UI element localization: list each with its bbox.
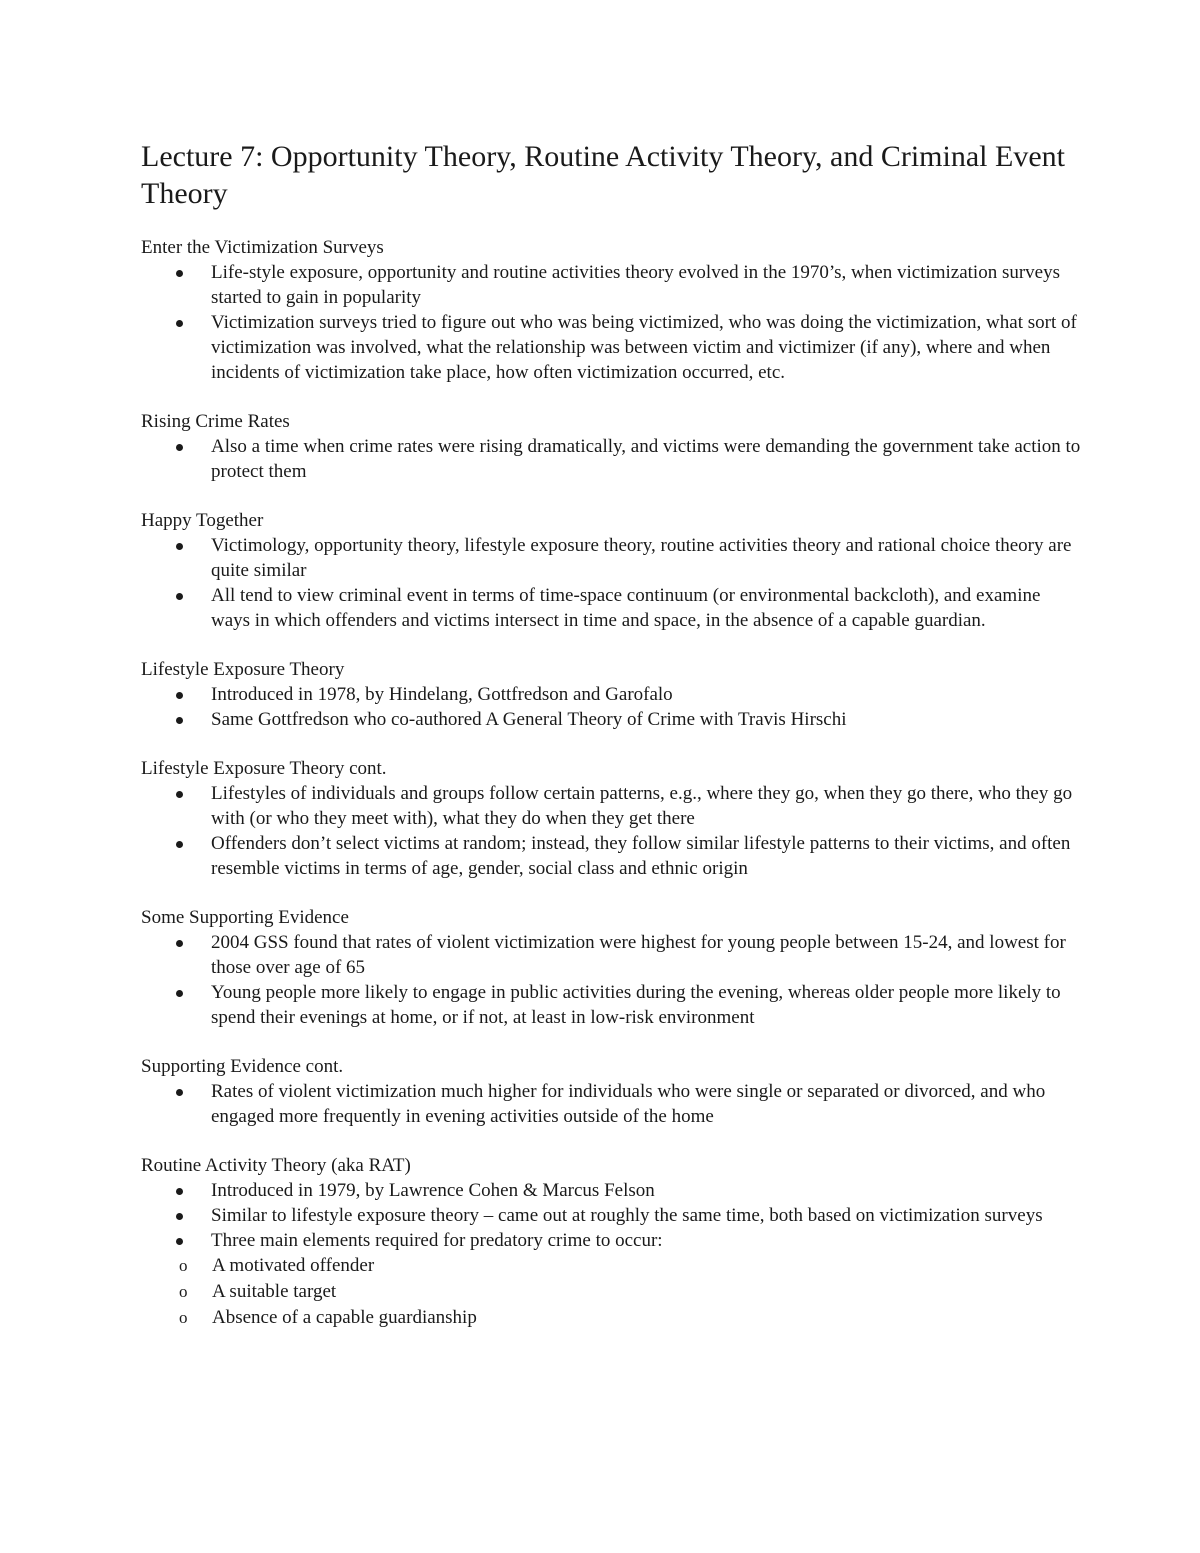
bullet-icon <box>176 990 183 997</box>
list-item-text: Victimization surveys tried to figure out who was being victimized, who was doing the victimization, what sort of victimization was involved, what the relationship was between victim and victimizer (if any), where and when incidents of victimization take place, how often victimization occurred, etc. <box>211 312 1077 383</box>
bullet-icon <box>176 1213 183 1220</box>
list-item <box>141 260 1081 310</box>
circle-bullet-icon: o <box>179 1282 188 1301</box>
bullet-list <box>141 682 1081 732</box>
section-heading: Supporting Evidence cont. <box>141 1056 344 1077</box>
section-heading: Lifestyle Exposure Theory cont. <box>141 758 387 779</box>
list-item-text: Lifestyles of individuals and groups follow certain patterns, e.g., where they go, when they go there, who they go with (or who they meet with), what they do when they get there <box>211 783 1073 829</box>
list-item <box>141 1228 1081 1253</box>
circle-bullet-icon: o <box>179 1308 188 1327</box>
bullet-list <box>141 1079 1081 1129</box>
list-item-text: Young people more likely to engage in public activities during the evening, whereas older people more likely to spend their evenings at home, or if not, at least in low-risk environment <box>211 982 1061 1028</box>
list-item <box>141 1178 1081 1203</box>
bullet-list <box>141 434 1081 484</box>
bullet-icon <box>176 543 183 550</box>
bullet-icon <box>176 717 183 724</box>
bullet-list <box>141 260 1081 385</box>
bullet-icon <box>176 1188 183 1195</box>
document-page <box>141 138 1081 1355</box>
list-item <box>141 1079 1081 1129</box>
list-item <box>141 583 1081 633</box>
sub-bullet-list <box>141 1253 1081 1331</box>
section-heading: Some Supporting Evidence <box>141 907 349 928</box>
sub-list-item-text: A suitable target <box>212 1281 337 1302</box>
list-item <box>141 781 1081 831</box>
list-item-text: Offenders don’t select victims at random; instead, they follow similar lifestyle patterns to their victims, and often resemble victims in terms of age, gender, social class and ethnic origin <box>211 833 1071 879</box>
list-item-text: Similar to lifestyle exposure theory – came out at roughly the same time, both based on victimization surveys <box>211 1205 1043 1226</box>
bullet-list <box>141 781 1081 881</box>
section-heading: Happy Together <box>141 510 264 531</box>
section-lifestyle-exposure-theory <box>141 657 1081 732</box>
section-some-supporting-evidence <box>141 905 1081 1030</box>
list-item <box>141 707 1081 732</box>
sub-list-item <box>141 1279 1081 1305</box>
bullet-list <box>141 1178 1081 1253</box>
bullet-icon <box>176 444 183 451</box>
list-item-text: All tend to view criminal event in terms of time-space continuum (or environmental backcloth), and examine ways in which offenders and victims intersect in time and space, in the absence of a capable guardian. <box>211 585 1041 631</box>
sub-list-item-text: A motivated offender <box>212 1255 375 1276</box>
bullet-icon <box>176 320 183 327</box>
bullet-icon <box>176 1238 183 1245</box>
list-item-text: Three main elements required for predatory crime to occur: <box>211 1230 663 1251</box>
list-item-text: Life-style exposure, opportunity and routine activities theory evolved in the 1970’s, when victimization surveys started to gain in popularity <box>211 262 1060 308</box>
bullet-list <box>141 930 1081 1030</box>
section-routine-activity-theory <box>141 1153 1081 1331</box>
section-lifestyle-exposure-theory-cont <box>141 756 1081 881</box>
bullet-icon <box>176 1089 183 1096</box>
bullet-icon <box>176 593 183 600</box>
section-heading: Rising Crime Rates <box>141 411 290 432</box>
list-item-text: Also a time when crime rates were rising dramatically, and victims were demanding the government take action to protect them <box>211 436 1081 482</box>
list-item-text: 2004 GSS found that rates of violent victimization were highest for young people between 15-24, and lowest for those over age of 65 <box>211 932 1066 978</box>
section-happy-together <box>141 508 1081 633</box>
section-supporting-evidence-cont <box>141 1054 1081 1129</box>
bullet-list <box>141 533 1081 633</box>
sub-list-item <box>141 1305 1081 1331</box>
section-rising-crime-rates <box>141 409 1081 484</box>
document-title: Lecture 7: Opportunity Theory, Routine Activity Theory, and Criminal Event Theory <box>141 140 1065 210</box>
sub-list-item <box>141 1253 1081 1279</box>
bullet-icon <box>176 791 183 798</box>
section-heading: Enter the Victimization Surveys <box>141 237 384 258</box>
list-item <box>141 930 1081 980</box>
list-item <box>141 434 1081 484</box>
list-item <box>141 682 1081 707</box>
list-item <box>141 310 1081 385</box>
section-heading: Lifestyle Exposure Theory <box>141 659 345 680</box>
bullet-icon <box>176 841 183 848</box>
section-victimization-surveys <box>141 235 1081 385</box>
list-item-text: Introduced in 1979, by Lawrence Cohen & Marcus Felson <box>211 1180 655 1201</box>
list-item <box>141 1203 1081 1228</box>
bullet-icon <box>176 940 183 947</box>
list-item-text: Rates of violent victimization much higher for individuals who were single or separated or divorced, and who engaged more frequently in evening activities outside of the home <box>211 1081 1046 1127</box>
circle-bullet-icon: o <box>179 1256 188 1275</box>
sub-list-item-text: Absence of a capable guardianship <box>212 1307 477 1328</box>
section-heading: Routine Activity Theory (aka RAT) <box>141 1155 411 1176</box>
bullet-icon <box>176 270 183 277</box>
list-item <box>141 831 1081 881</box>
list-item-text: Victimology, opportunity theory, lifestyle exposure theory, routine activities theory and rational choice theory are quite similar <box>211 535 1072 581</box>
list-item <box>141 533 1081 583</box>
bullet-icon <box>176 692 183 699</box>
list-item-text: Same Gottfredson who co-authored A General Theory of Crime with Travis Hirschi <box>211 709 847 730</box>
list-item-text: Introduced in 1978, by Hindelang, Gottfredson and Garofalo <box>211 684 673 705</box>
list-item <box>141 980 1081 1030</box>
